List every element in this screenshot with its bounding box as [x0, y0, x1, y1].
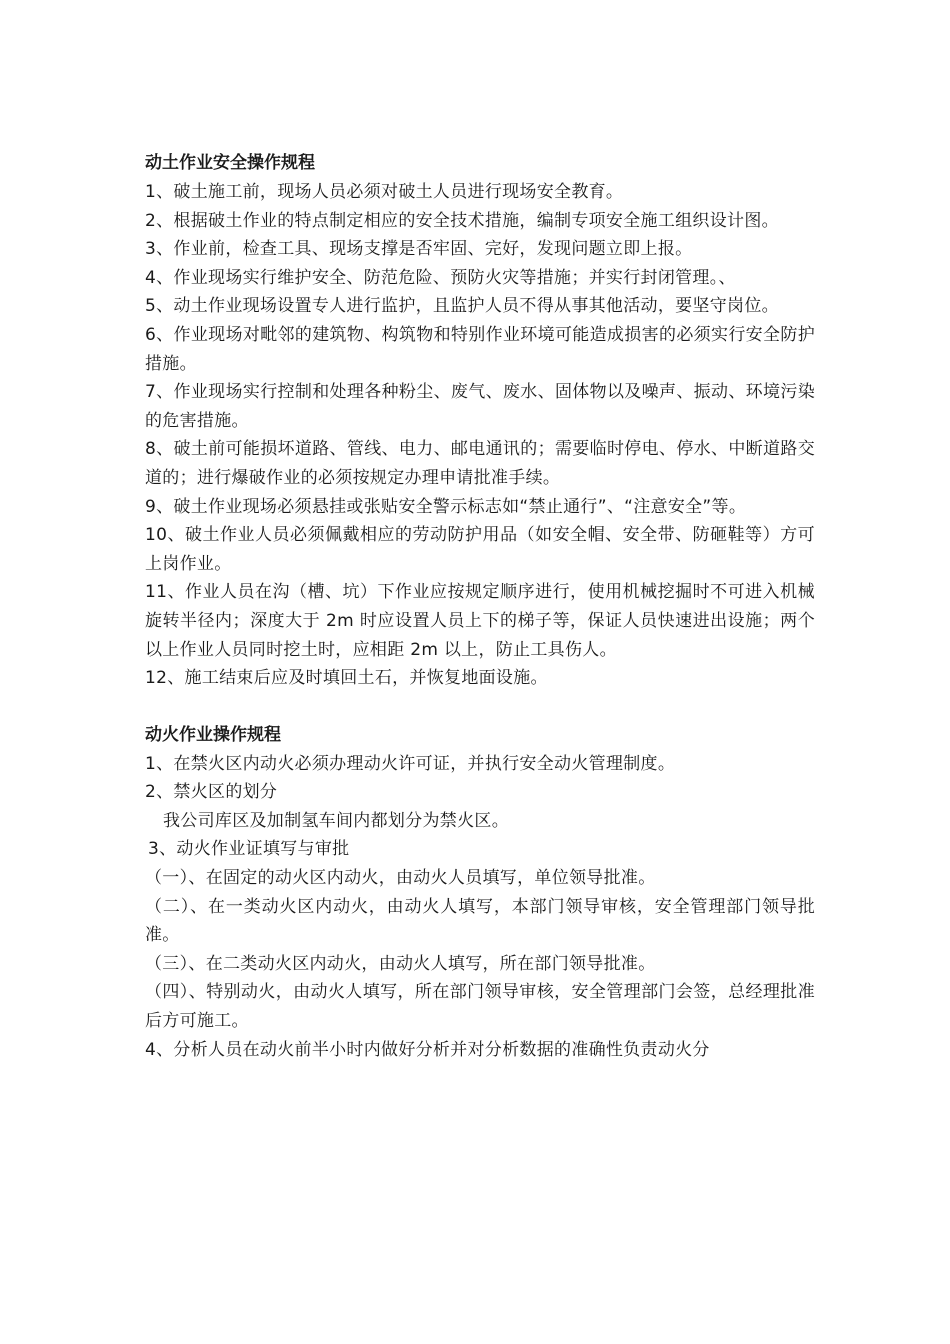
section-hot-work: [145, 721, 815, 1065]
document-body: [145, 149, 815, 1064]
paragraph: 3、作业前，检查工具、现场支撑是否牢固、完好，发现问题立即上报。: [145, 239, 693, 260]
section-earthwork: [145, 149, 815, 693]
paragraph: 4、分析人员在动火前半小时内做好分析并对分析数据的准确性负责动火分: [145, 1039, 710, 1060]
paragraph: 4、作业现场实行维护安全、防范危险、预防火灾等措施；并实行封闭管理。、: [145, 267, 736, 288]
paragraph: 9、破土作业现场必须悬挂或张贴安全警示标志如“禁止通行”、“注意安全”等。: [145, 496, 747, 517]
section-title: 动火作业操作规程: [145, 724, 281, 745]
paragraph: （二）、在一类动火区内动火，由动火人填写，本部门领导审核，安全管理部门领导批准。: [145, 896, 815, 946]
paragraph: 我公司库区及加制氢车间内都划分为禁火区。: [163, 810, 509, 831]
paragraph: （四）、特别动火，由动火人填写，所在部门领导审核，安全管理部门会签，总经理批准后方可施工。: [145, 982, 815, 1032]
paragraph: 5、动土作业现场设置专人进行监护，且监护人员不得从事其他活动，要坚守岗位。: [145, 296, 779, 317]
paragraph: 1、破土施工前，现场人员必须对破土人员进行现场安全教育。: [145, 182, 624, 202]
paragraph: 8、破土前可能损坏道路、管线、电力、邮电通讯的；需要临时停电、停水、中断道路交道的；进行爆破作业的必须按规定办理申请批准手续。: [145, 439, 815, 488]
paragraph: 2、根据破土作业的特点制定相应的安全技术措施，编制专项安全施工组织设计图。: [145, 210, 779, 231]
section-title: 动土作业安全操作规程: [145, 153, 315, 173]
paragraph: 11、作业人员在沟（槽、坑）下作业应按规定顺序进行，使用机械挖掘时不可进入机械旋转半径内；深度大于 2m 时应设置人员上下的梯子等，保证人员快速进出设施；两个以上作业人员同时挖土时，应相距 2m 以上，防止工具伤人。: [145, 582, 815, 660]
paragraph: 3、动火作业证填写与审批: [148, 839, 350, 860]
paragraph: 6、作业现场对毗邻的建筑物、构筑物和特别作业环境可能造成损害的必须实行安全防护措施。: [145, 324, 815, 374]
paragraph: 10、破土作业人员必须佩戴相应的劳动防护用品（如安全帽、安全带、防砸鞋等）方可上岗作业。: [145, 525, 815, 574]
paragraph: （一）、在固定的动火区内动火，由动火人员填写，单位领导批准。: [145, 868, 656, 889]
paragraph: （三）、在二类动火区内动火，由动火人填写，所在部门领导批准。: [145, 953, 656, 974]
paragraph: 7、作业现场实行控制和处理各种粉尘、废气、废水、固体物以及噪声、振动、环境污染的危害措施。: [145, 382, 815, 431]
paragraph: 1、在禁火区内动火必须办理动火许可证，并执行安全动火管理制度。: [145, 753, 676, 774]
paragraph: 2、禁火区的划分: [145, 782, 278, 803]
paragraph: 12、施工结束后应及时填回土石，并恢复地面设施。: [145, 668, 548, 689]
